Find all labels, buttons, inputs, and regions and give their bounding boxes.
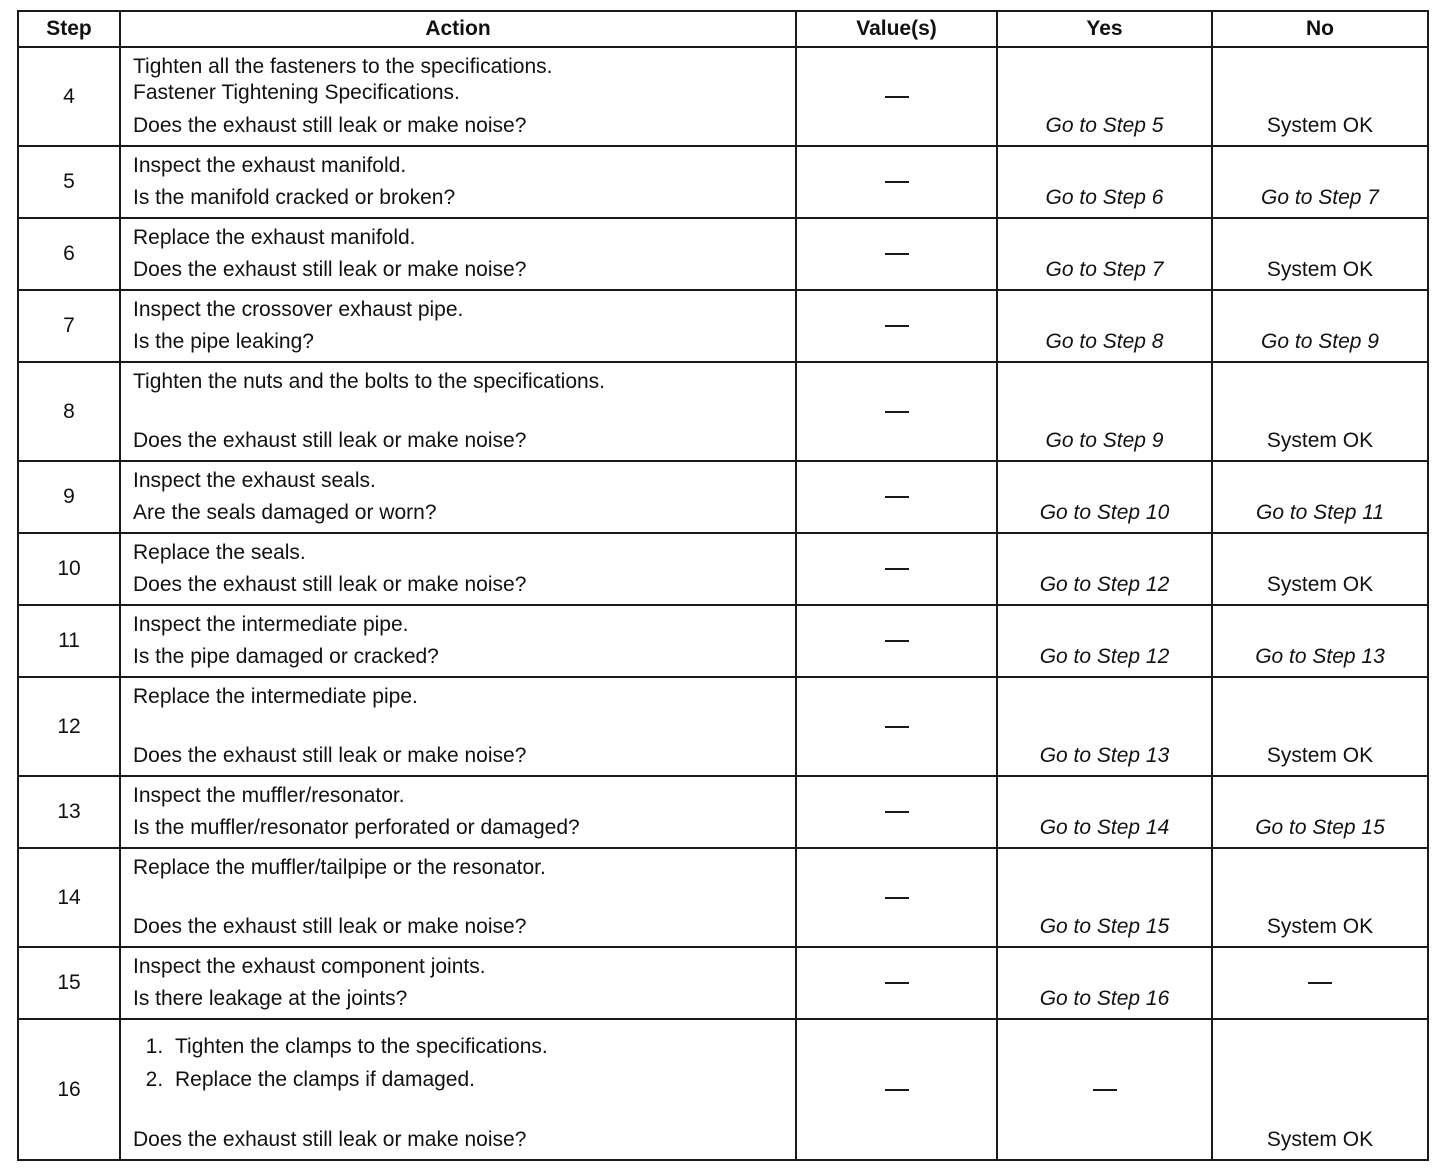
action-cell (120, 848, 796, 947)
dash-mark (1308, 982, 1332, 984)
action-question: Does the exhaust still leak or make noise? (133, 114, 527, 137)
value-cell (796, 218, 997, 290)
yes-cell (997, 1019, 1212, 1160)
table-row (18, 848, 1428, 947)
dash-mark (885, 496, 909, 498)
value-cell (796, 677, 997, 776)
no-cell: Go to Step 11 (1212, 461, 1428, 533)
value-cell (796, 362, 997, 461)
action-cell (120, 218, 796, 290)
step-number: 7 (18, 290, 120, 362)
dash-mark (885, 640, 909, 642)
yes-cell: Go to Step 10 (997, 461, 1212, 533)
action-question: Does the exhaust still leak or make noise? (133, 258, 527, 281)
dash-mark (885, 1089, 909, 1091)
action-cell (120, 1019, 796, 1160)
value-cell (796, 776, 997, 848)
no-cell: Go to Step 7 (1212, 146, 1428, 218)
action-question: Is the pipe damaged or cracked? (133, 645, 439, 668)
value-cell (796, 533, 997, 605)
no-cell: Go to Step 9 (1212, 290, 1428, 362)
table-row (18, 533, 1428, 605)
dash-mark (885, 181, 909, 183)
yes-cell: Go to Step 16 (997, 947, 1212, 1019)
action-cell (120, 947, 796, 1019)
step-number: 8 (18, 362, 120, 461)
action-cell (120, 146, 796, 218)
table-row (18, 677, 1428, 776)
no-cell: System OK (1212, 1019, 1428, 1160)
action-question: Does the exhaust still leak or make noise? (133, 1128, 527, 1151)
action-cell (120, 605, 796, 677)
action-cell (120, 290, 796, 362)
table-row (18, 1019, 1428, 1160)
action-cell (120, 533, 796, 605)
action-list (133, 1030, 548, 1096)
dash-mark (885, 96, 909, 98)
yes-cell: Go to Step 14 (997, 776, 1212, 848)
action-question: Is the pipe leaking? (133, 330, 314, 353)
table-row (18, 146, 1428, 218)
yes-cell: Go to Step 12 (997, 605, 1212, 677)
step-number: 5 (18, 146, 120, 218)
action-line: Inspect the exhaust component joints. (133, 955, 486, 978)
value-cell (796, 290, 997, 362)
action-list-item: 1. Tighten the clamps to the specifications. (169, 1030, 548, 1063)
header-yes: Yes (997, 11, 1212, 47)
table-row (18, 947, 1428, 1019)
action-cell (120, 677, 796, 776)
header-step: Step (18, 11, 120, 47)
step-number: 15 (18, 947, 120, 1019)
yes-cell: Go to Step 5 (997, 47, 1212, 146)
table-row (18, 776, 1428, 848)
action-line: Replace the exhaust manifold. (133, 226, 416, 249)
dash-mark (885, 568, 909, 570)
action-question: Is the manifold cracked or broken? (133, 186, 456, 209)
dash-mark (885, 325, 909, 327)
action-cell (120, 776, 796, 848)
step-number: 4 (18, 47, 120, 146)
action-line: Inspect the intermediate pipe. (133, 613, 409, 636)
step-number: 10 (18, 533, 120, 605)
action-question: Does the exhaust still leak or make noise? (133, 744, 527, 767)
dash-mark (885, 982, 909, 984)
step-number: 9 (18, 461, 120, 533)
value-cell (796, 1019, 997, 1160)
action-list-item: 2. Replace the clamps if damaged. (169, 1063, 548, 1096)
action-cell (120, 47, 796, 146)
action-question: Is the muffler/resonator perforated or damaged? (133, 816, 580, 839)
table-row (18, 605, 1428, 677)
action-line: Inspect the exhaust manifold. (133, 154, 407, 177)
yes-cell: Go to Step 13 (997, 677, 1212, 776)
yes-cell: Go to Step 7 (997, 218, 1212, 290)
yes-cell: Go to Step 15 (997, 848, 1212, 947)
action-question: Are the seals damaged or worn? (133, 501, 437, 524)
table-row (18, 47, 1428, 146)
value-cell (796, 947, 997, 1019)
dash-mark (885, 811, 909, 813)
action-line: Tighten the nuts and the bolts to the specifications. (133, 370, 606, 393)
diagnostic-table (17, 10, 1429, 1161)
yes-cell: Go to Step 12 (997, 533, 1212, 605)
header-action: Action (120, 11, 796, 47)
no-cell: Go to Step 15 (1212, 776, 1428, 848)
value-cell (796, 461, 997, 533)
action-line: Inspect the muffler/resonator. (133, 784, 405, 807)
step-number: 14 (18, 848, 120, 947)
no-cell: System OK (1212, 677, 1428, 776)
step-number: 11 (18, 605, 120, 677)
action-line: Inspect the exhaust seals. (133, 469, 376, 492)
yes-cell: Go to Step 8 (997, 290, 1212, 362)
action-line: Inspect the crossover exhaust pipe. (133, 298, 464, 321)
dash-mark (885, 411, 909, 413)
no-cell: Go to Step 13 (1212, 605, 1428, 677)
value-cell (796, 146, 997, 218)
no-cell: System OK (1212, 533, 1428, 605)
dash-mark (885, 253, 909, 255)
action-line: Replace the muffler/tailpipe or the resonator. (133, 856, 546, 879)
action-cell (120, 461, 796, 533)
no-cell: System OK (1212, 218, 1428, 290)
action-line: Replace the intermediate pipe. (133, 685, 418, 708)
dash-mark (1093, 1089, 1117, 1091)
step-number: 16 (18, 1019, 120, 1160)
value-cell (796, 848, 997, 947)
step-number: 13 (18, 776, 120, 848)
dash-mark (885, 726, 909, 728)
no-cell: System OK (1212, 47, 1428, 146)
action-question: Is there leakage at the joints? (133, 987, 408, 1010)
action-line: Replace the seals. (133, 541, 306, 564)
header-values: Value(s) (796, 11, 997, 47)
value-cell (796, 47, 997, 146)
header-row (18, 11, 1428, 47)
table-row (18, 290, 1428, 362)
table-row (18, 461, 1428, 533)
dash-mark (885, 897, 909, 899)
action-question: Does the exhaust still leak or make noise? (133, 573, 527, 596)
action-line: Fastener Tightening Specifications. (133, 81, 460, 104)
value-cell (796, 605, 997, 677)
yes-cell: Go to Step 6 (997, 146, 1212, 218)
table-row (18, 218, 1428, 290)
header-no: No (1212, 11, 1428, 47)
action-line: Tighten all the fasteners to the specifications. (133, 55, 553, 78)
yes-cell: Go to Step 9 (997, 362, 1212, 461)
no-cell: System OK (1212, 362, 1428, 461)
no-cell: System OK (1212, 848, 1428, 947)
step-number: 12 (18, 677, 120, 776)
action-cell (120, 362, 796, 461)
step-number: 6 (18, 218, 120, 290)
action-question: Does the exhaust still leak or make noise? (133, 915, 527, 938)
table-row (18, 362, 1428, 461)
no-cell (1212, 947, 1428, 1019)
action-question: Does the exhaust still leak or make noise? (133, 429, 527, 452)
